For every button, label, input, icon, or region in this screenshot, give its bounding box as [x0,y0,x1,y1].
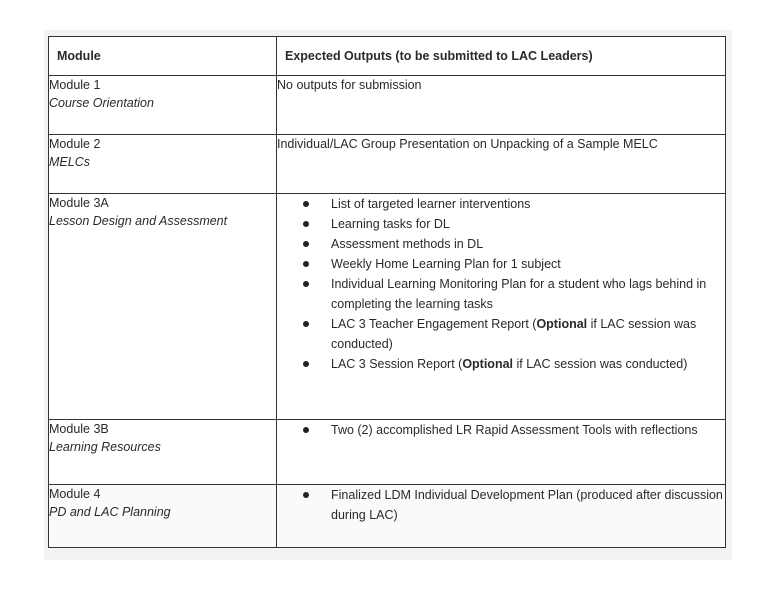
bullet-icon [303,361,309,367]
table-row-module-4 [49,485,726,548]
bullet-icon [303,492,309,498]
list-item [303,214,725,234]
list-item-text: Two (2) accomplished LR Rapid Assessment Tools with reflections [331,423,698,437]
module-subtitle: Lesson Design and Assessment [49,214,228,228]
list-item-text: Weekly Home Learning Plan for 1 subject [331,257,561,271]
expected-outputs-table [48,36,726,548]
list-item-text: Assessment methods in DL [331,237,484,251]
output-list [277,194,725,374]
module-name: Module 2 [49,137,101,151]
output-list [277,485,725,525]
list-item-text: Finalized LDM Individual Development Plan (produced after discussion during LAC) [331,488,723,522]
list-item [303,234,725,254]
module-subtitle: Course Orientation [49,96,154,110]
module-cell [49,194,277,420]
output-list [277,420,725,440]
list-item-text: List of targeted learner interventions [331,197,531,211]
bullet-icon [303,427,309,433]
list-item [303,274,725,314]
table-row-module-2 [49,135,726,194]
header-expected-outputs: Expected Outputs (to be submitted to LAC Leaders) [277,37,726,76]
module-subtitle: PD and LAC Planning [49,505,171,519]
table-row-module-1 [49,76,726,135]
list-item [303,485,725,525]
module-name: Module 1 [49,78,101,92]
module-subtitle: MELCs [49,155,90,169]
output-cell [277,485,726,548]
list-item-text: Individual Learning Monitoring Plan for a student who lags behind in completing the learning tasks [331,277,707,311]
bullet-icon [303,241,309,247]
module-name: Module 3B [49,422,109,436]
module-subtitle: Learning Resources [49,440,161,454]
module-cell [49,76,277,135]
table-header-row [49,37,726,76]
module-cell [49,485,277,548]
optional-label: Optional [536,317,588,331]
list-item-text-suffix: if LAC session was conducted) [331,317,697,351]
table-row-module-3b [49,420,726,485]
bullet-icon [303,321,309,327]
list-item-text: Learning tasks for DL [331,217,450,231]
optional-label: Optional [462,357,514,371]
output-cell: No outputs for submission [277,76,726,135]
bullet-icon [303,261,309,267]
module-name: Module 4 [49,487,101,501]
output-cell [277,194,726,420]
bullet-icon [303,201,309,207]
output-cell: Individual/LAC Group Presentation on Unpacking of a Sample MELC [277,135,726,194]
header-module: Module [49,37,277,76]
list-item-text-prefix: LAC 3 Session Report ( [331,357,463,371]
bullet-icon [303,221,309,227]
output-cell [277,420,726,485]
module-name: Module 3A [49,196,109,210]
module-cell [49,135,277,194]
list-item [303,254,725,274]
list-item-text-prefix: LAC 3 Teacher Engagement Report ( [331,317,537,331]
list-item-text-suffix: if LAC session was conducted) [513,357,688,371]
table-row-module-3a [49,194,726,420]
list-item [303,354,725,374]
list-item [303,420,725,440]
bullet-icon [303,281,309,287]
list-item [303,194,725,214]
module-cell [49,420,277,485]
list-item [303,314,725,354]
